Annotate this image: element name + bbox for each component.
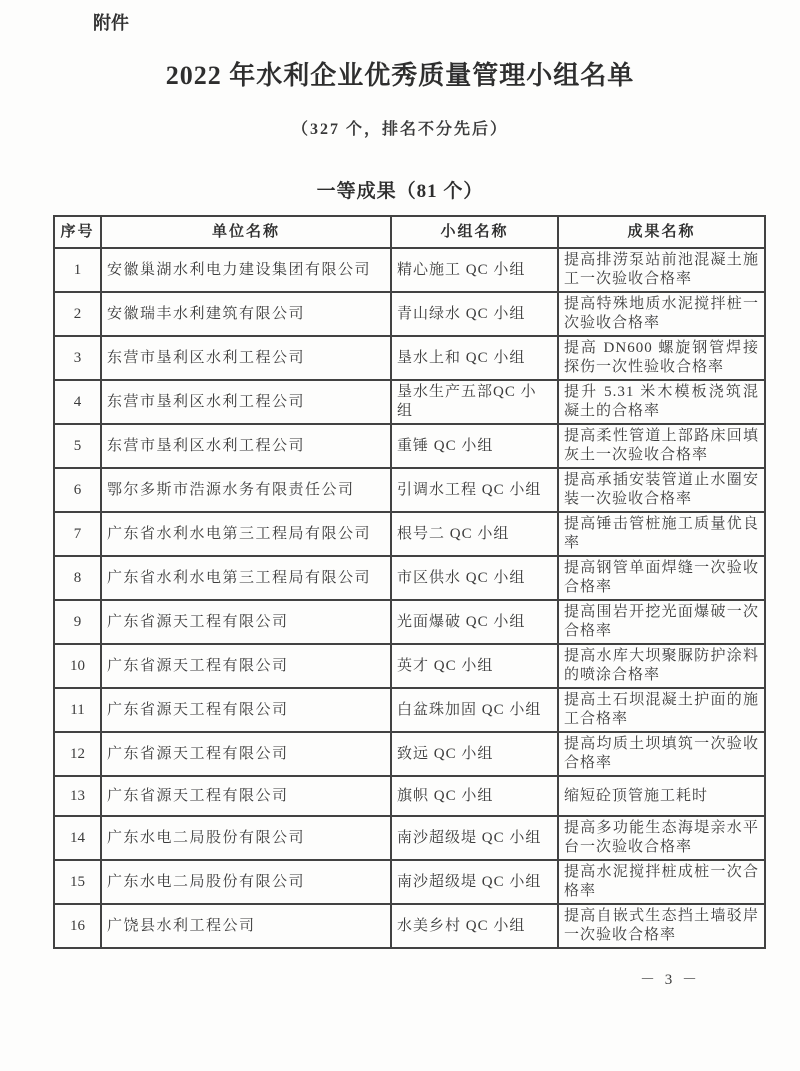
cell-unit: 安徽巢湖水利电力建设集团有限公司	[101, 248, 391, 292]
cell-achievement: 提高排涝泵站前池混凝土施工一次验收合格率	[558, 248, 765, 292]
column-header-unit: 单位名称	[101, 216, 391, 248]
cell-achievement: 提高自嵌式生态挡土墙驳岸一次验收合格率	[558, 904, 765, 948]
cell-group: 白盆珠加固 QC 小组	[391, 688, 558, 732]
attachment-label: 附件	[93, 13, 129, 33]
cell-achievement: 提高水泥搅拌桩成桩一次合格率	[558, 860, 765, 904]
cell-no: 13	[54, 776, 101, 816]
cell-no: 4	[54, 380, 101, 424]
column-header-group: 小组名称	[391, 216, 558, 248]
table-row	[54, 600, 765, 644]
cell-unit: 广东水电二局股份有限公司	[101, 860, 391, 904]
cell-achievement: 提高柔性管道上部路床回填灰土一次验收合格率	[558, 424, 765, 468]
cell-unit: 广东省源天工程有限公司	[101, 732, 391, 776]
cell-group: 垦水生产五部QC 小组	[391, 380, 558, 424]
cell-unit: 鄂尔多斯市浩源水务有限责任公司	[101, 468, 391, 512]
cell-unit: 广饶县水利工程公司	[101, 904, 391, 948]
column-header-no: 序号	[54, 216, 101, 248]
table-row	[54, 688, 765, 732]
cell-group: 水美乡村 QC 小组	[391, 904, 558, 948]
table-row	[54, 336, 765, 380]
table-row	[54, 904, 765, 948]
cell-unit: 广东省源天工程有限公司	[101, 644, 391, 688]
cell-achievement: 提高围岩开挖光面爆破一次合格率	[558, 600, 765, 644]
cell-group: 精心施工 QC 小组	[391, 248, 558, 292]
cell-no: 6	[54, 468, 101, 512]
cell-achievement: 提高承插安装管道止水圈安装一次验收合格率	[558, 468, 765, 512]
cell-achievement: 提高 DN600 螺旋钢管焊接探伤一次性验收合格率	[558, 336, 765, 380]
cell-unit: 东营市垦利区水利工程公司	[101, 424, 391, 468]
cell-no: 16	[54, 904, 101, 948]
cell-no: 3	[54, 336, 101, 380]
cell-unit: 广东水电二局股份有限公司	[101, 816, 391, 860]
cell-no: 8	[54, 556, 101, 600]
cell-group: 南沙超级堤 QC 小组	[391, 816, 558, 860]
cell-no: 11	[54, 688, 101, 732]
table-row	[54, 468, 765, 512]
cell-no: 2	[54, 292, 101, 336]
page-number: － 3 －	[639, 972, 700, 988]
cell-group: 青山绿水 QC 小组	[391, 292, 558, 336]
cell-no: 5	[54, 424, 101, 468]
table-row	[54, 512, 765, 556]
cell-unit: 广东省源天工程有限公司	[101, 688, 391, 732]
table-row	[54, 424, 765, 468]
column-header-achievement: 成果名称	[558, 216, 765, 248]
table-row	[54, 380, 765, 424]
cell-no: 7	[54, 512, 101, 556]
table-row	[54, 816, 765, 860]
cell-no: 15	[54, 860, 101, 904]
cell-unit: 广东省水利水电第三工程局有限公司	[101, 556, 391, 600]
cell-group: 引调水工程 QC 小组	[391, 468, 558, 512]
table-row	[54, 644, 765, 688]
cell-group: 光面爆破 QC 小组	[391, 600, 558, 644]
cell-unit: 广东省源天工程有限公司	[101, 600, 391, 644]
cell-group: 市区供水 QC 小组	[391, 556, 558, 600]
cell-achievement: 提高水库大坝聚脲防护涂料的喷涂合格率	[558, 644, 765, 688]
cell-achievement: 提高特殊地质水泥搅拌桩一次验收合格率	[558, 292, 765, 336]
cell-unit: 安徽瑞丰水利建筑有限公司	[101, 292, 391, 336]
cell-group: 根号二 QC 小组	[391, 512, 558, 556]
cell-no: 12	[54, 732, 101, 776]
cell-no: 10	[54, 644, 101, 688]
cell-achievement: 提高均质土坝填筑一次验收合格率	[558, 732, 765, 776]
cell-group: 南沙超级堤 QC 小组	[391, 860, 558, 904]
cell-group: 垦水上和 QC 小组	[391, 336, 558, 380]
cell-group: 重锤 QC 小组	[391, 424, 558, 468]
page-subtitle: （327 个，排名不分先后）	[291, 121, 508, 138]
cell-achievement: 提升 5.31 米木模板浇筑混凝土的合格率	[558, 380, 765, 424]
table-row	[54, 556, 765, 600]
cell-unit: 广东省源天工程有限公司	[101, 776, 391, 816]
results-table	[53, 215, 766, 949]
cell-unit: 东营市垦利区水利工程公司	[101, 380, 391, 424]
cell-achievement: 缩短砼顶管施工耗时	[558, 776, 765, 816]
cell-group: 致远 QC 小组	[391, 732, 558, 776]
cell-no: 14	[54, 816, 101, 860]
cell-achievement: 提高多功能生态海堤亲水平台一次验收合格率	[558, 816, 765, 860]
cell-achievement: 提高锤击管桩施工质量优良率	[558, 512, 765, 556]
section-heading: 一等成果（81 个）	[316, 181, 484, 202]
cell-no: 1	[54, 248, 101, 292]
cell-group: 英才 QC 小组	[391, 644, 558, 688]
cell-achievement: 提高土石坝混凝土护面的施工合格率	[558, 688, 765, 732]
table-row	[54, 776, 765, 816]
cell-achievement: 提高钢管单面焊缝一次验收合格率	[558, 556, 765, 600]
table-row	[54, 292, 765, 336]
cell-unit: 广东省水利水电第三工程局有限公司	[101, 512, 391, 556]
table-header-row	[54, 216, 765, 248]
table-row	[54, 732, 765, 776]
table-row	[54, 248, 765, 292]
page-title: 2022 年水利企业优秀质量管理小组名单	[165, 61, 635, 90]
cell-no: 9	[54, 600, 101, 644]
cell-unit: 东营市垦利区水利工程公司	[101, 336, 391, 380]
cell-group: 旗帜 QC 小组	[391, 776, 558, 816]
table-row	[54, 860, 765, 904]
